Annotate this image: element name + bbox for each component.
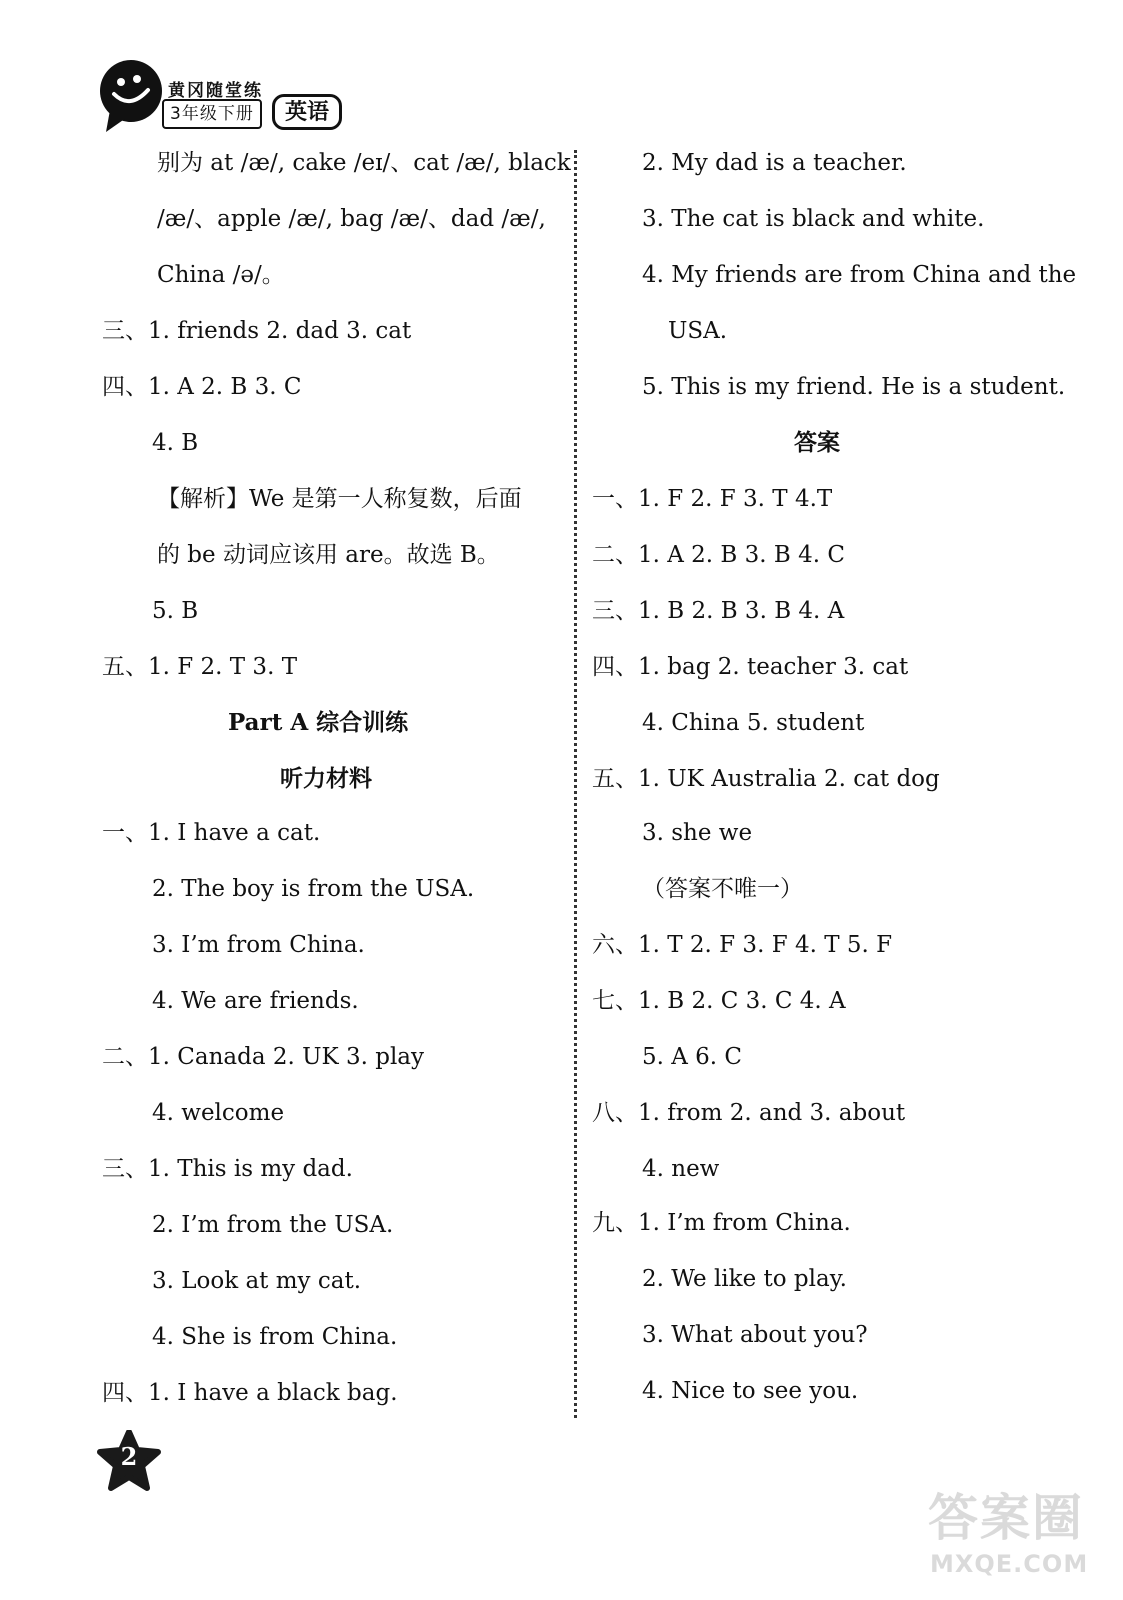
section-number: 二、 bbox=[102, 1044, 148, 1070]
book-header bbox=[100, 58, 360, 138]
answer-line: 2. We like to play. bbox=[642, 1266, 847, 1292]
section-number: 二、 bbox=[592, 542, 638, 568]
page-number-badge bbox=[96, 1430, 162, 1492]
subject-label: 英语 bbox=[272, 94, 342, 130]
answer-line: 3. What about you? bbox=[642, 1322, 868, 1348]
watermark-url: MXQE.COM bbox=[930, 1550, 1089, 1578]
answer-line: 二、1. A 2. B 3. B 4. C bbox=[592, 542, 845, 568]
explanation-line: 【解析】We 是第一人称复数，后面 bbox=[157, 486, 522, 512]
answer-line: 四、1. bag 2. teacher 3. cat bbox=[592, 654, 909, 680]
answer-line: 3. Look at my cat. bbox=[152, 1268, 361, 1294]
section-number: 四、 bbox=[102, 374, 148, 400]
answer-line: 三、1. friends 2. dad 3. cat bbox=[102, 318, 412, 344]
answer-line: 三、1. B 2. B 3. B 4. A bbox=[592, 598, 845, 624]
answer-line: /æ/、apple /æ/, bag /æ/、dad /æ/, bbox=[157, 206, 546, 232]
answer-line: 4. Nice to see you. bbox=[642, 1378, 859, 1404]
series-title: 黄冈随堂练 bbox=[168, 81, 263, 101]
section-number: 八、 bbox=[592, 1100, 638, 1126]
answer-line: 4. new bbox=[642, 1156, 720, 1182]
answer-line: 三、1. This is my dad. bbox=[102, 1156, 353, 1182]
section-heading: 答案 bbox=[794, 429, 840, 456]
answer-line: USA. bbox=[668, 318, 728, 344]
answer-line: 5. A 6. C bbox=[642, 1044, 743, 1070]
answer-line: 一、1. F 2. F 3. T 4.T bbox=[592, 486, 833, 512]
answer-line: 5. This is my friend. He is a student. bbox=[642, 374, 1066, 400]
section-number: 五、 bbox=[592, 766, 638, 792]
section-number: 四、 bbox=[592, 654, 638, 680]
section-number: 五、 bbox=[102, 654, 148, 680]
answer-line: 4. welcome bbox=[152, 1100, 285, 1126]
answer-line: 别为 at /æ/, cake /eɪ/、cat /æ/, black bbox=[157, 150, 571, 176]
answer-line: 4. My friends are from China and the bbox=[642, 262, 1077, 288]
answer-line: 五、1. F 2. T 3. T bbox=[102, 654, 298, 680]
answer-line: 3. The cat is black and white. bbox=[642, 206, 985, 232]
answer-line: 一、1. I have a cat. bbox=[102, 820, 321, 846]
answer-line: 4. We are friends. bbox=[152, 988, 359, 1014]
watermark bbox=[928, 1478, 1108, 1590]
answer-line: 六、1. T 2. F 3. F 4. T 5. F bbox=[592, 932, 893, 958]
answer-line: China /ə/。 bbox=[157, 262, 285, 288]
section-number: 一、 bbox=[102, 820, 148, 846]
explanation-line: 的 be 动词应该用 are。故选 B。 bbox=[157, 542, 500, 568]
answer-line: 八、1. from 2. and 3. about bbox=[592, 1100, 906, 1126]
answer-line: 2. I’m from the USA. bbox=[152, 1212, 394, 1238]
section-number: 三、 bbox=[592, 598, 638, 624]
section-number: 四、 bbox=[102, 1380, 148, 1406]
answer-line: 3. I’m from China. bbox=[152, 932, 365, 958]
answer-line: 2. My dad is a teacher. bbox=[642, 150, 907, 176]
answer-line: 4. She is from China. bbox=[152, 1324, 398, 1350]
note-line: （答案不唯一） bbox=[642, 876, 803, 902]
answer-line: 4. China 5. student bbox=[642, 710, 865, 736]
answer-line: 3. she we bbox=[642, 820, 753, 846]
answer-line: 2. The boy is from the USA. bbox=[152, 876, 475, 902]
answer-line: 四、1. A 2. B 3. C bbox=[102, 374, 302, 400]
answer-line: 四、1. I have a black bag. bbox=[102, 1380, 398, 1406]
section-number: 三、 bbox=[102, 318, 148, 344]
column-divider bbox=[574, 150, 577, 1418]
answer-line: 七、1. B 2. C 3. C 4. A bbox=[592, 988, 846, 1014]
answer-line: 5. B bbox=[152, 598, 199, 624]
section-number: 六、 bbox=[592, 932, 638, 958]
watermark-logo-text: 答案圈 bbox=[928, 1489, 1084, 1547]
section-number: 三、 bbox=[102, 1156, 148, 1182]
page-number: 2 bbox=[120, 1442, 138, 1471]
section-number: 九、 bbox=[592, 1210, 638, 1236]
grade-label: 3年级下册 bbox=[162, 99, 262, 129]
section-heading: 听力材料 bbox=[280, 765, 372, 792]
smiley-logo-icon bbox=[100, 58, 164, 134]
section-heading: Part A 综合训练 bbox=[228, 709, 409, 736]
section-number: 一、 bbox=[592, 486, 638, 512]
answer-line: 二、1. Canada 2. UK 3. play bbox=[102, 1044, 425, 1070]
answer-line: 九、1. I’m from China. bbox=[592, 1210, 851, 1236]
answer-line: 五、1. UK Australia 2. cat dog bbox=[592, 766, 940, 792]
answer-line: 4. B bbox=[152, 430, 199, 456]
section-number: 七、 bbox=[592, 988, 638, 1014]
